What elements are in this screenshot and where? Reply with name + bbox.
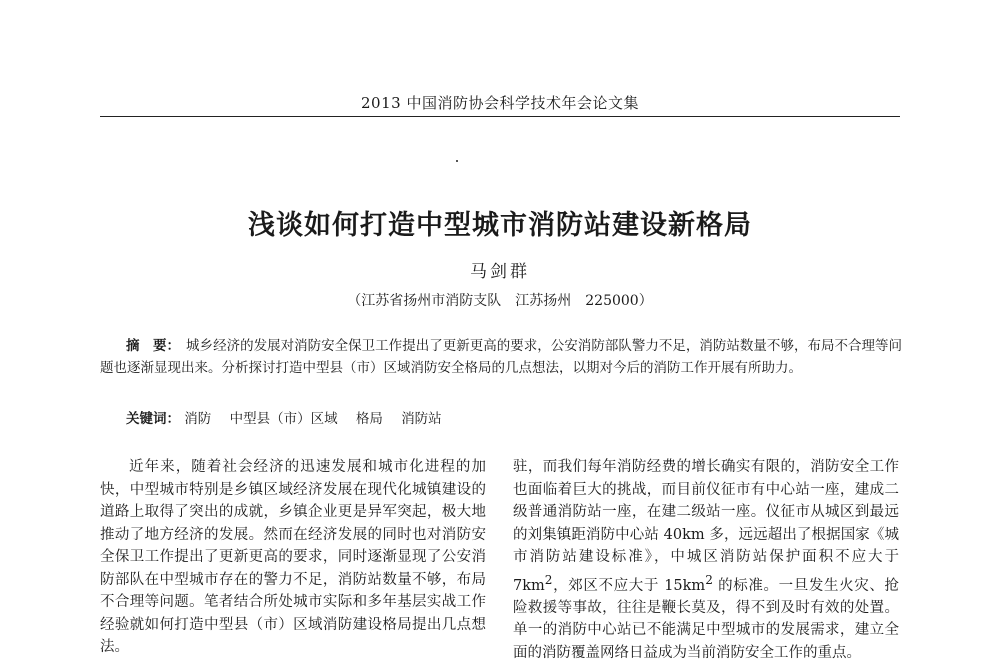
author-affiliation: （江苏省扬州市消防支队 江苏扬州 225000） — [347, 293, 653, 309]
body-right-text-1: 驻，而我们每年消防经费的增长确实有限的，消防安全工作也面临着巨大的挑战，而目前仪征市有中心站一座，建成二级普通消防站一座，在建二级站一座。仪征市从城区到最远的刘集镇距消防中心站 40km 多，远远超出了根据国家《城市消防站建设标准》，中城区消防站保护面积不应大于 7km — [513, 459, 899, 594]
body-right-text-2: ，郊区不应大于 15km — [552, 577, 706, 594]
abstract-text: 城乡经济的发展对消防安全保卫工作提出了更新更高的要求，公安消防部队警力不足，消防站数量不够，布局不合理等问题也逐渐显现出来。分析探讨打造中型县（市）区域消防安全格局的几点想法，以期对今后的消防工作开展有所助力。 — [100, 338, 903, 376]
keyword: 格局 — [355, 411, 383, 427]
body-right-column — [513, 456, 899, 664]
keywords-label: 关键词： — [126, 411, 180, 427]
running-header: 2013 中国消防协会科学技术年会论文集 — [361, 94, 639, 112]
abstract-label: 摘 要： — [126, 338, 181, 354]
author-name: 马剑群 — [470, 262, 530, 282]
keywords — [126, 408, 886, 430]
abstract — [100, 335, 902, 379]
paper-title: 浅谈如何打造中型城市消防站建设新格局 — [248, 210, 752, 241]
body-right-text-3: 的标准。一旦发生火灾、抢险救援等事故，往往是鞭长莫及，得不到及时有效的处置。单一的消防中心站已不能满足中型城市的发展需求，建立全面的消防覆盖网络日益成为当前消防安全工作的重点。 — [513, 577, 899, 661]
header-rule — [100, 116, 900, 117]
superscript-2: 2 — [705, 572, 713, 587]
keyword: 中型县（市）区域 — [229, 411, 338, 427]
body-left-column: 近年来，随着社会经济的迅速发展和城市化进程的加快，中型城市特别是乡镇区域经济发展在现代化城镇建设的道路上取得了突出的成就，乡镇企业更是异军突起，极大地推动了地方经济的发展。然而在经济发展的同时也对消防安全保卫工作提出了更新更高的要求，同时逐渐显现了公安消防部队在中型城市存在的警力不足，消防站数量不够，布局不合理等问题。笔者结合所处城市实际和多年基层实战工作经验就如何打造中型县（市）区域消防建设格局提出几点想法。 — [100, 459, 486, 655]
superscript-2: 2 — [544, 572, 553, 587]
keyword: 消防 — [184, 411, 212, 427]
scan-speck — [456, 160, 458, 162]
keyword: 消防站 — [401, 411, 442, 427]
